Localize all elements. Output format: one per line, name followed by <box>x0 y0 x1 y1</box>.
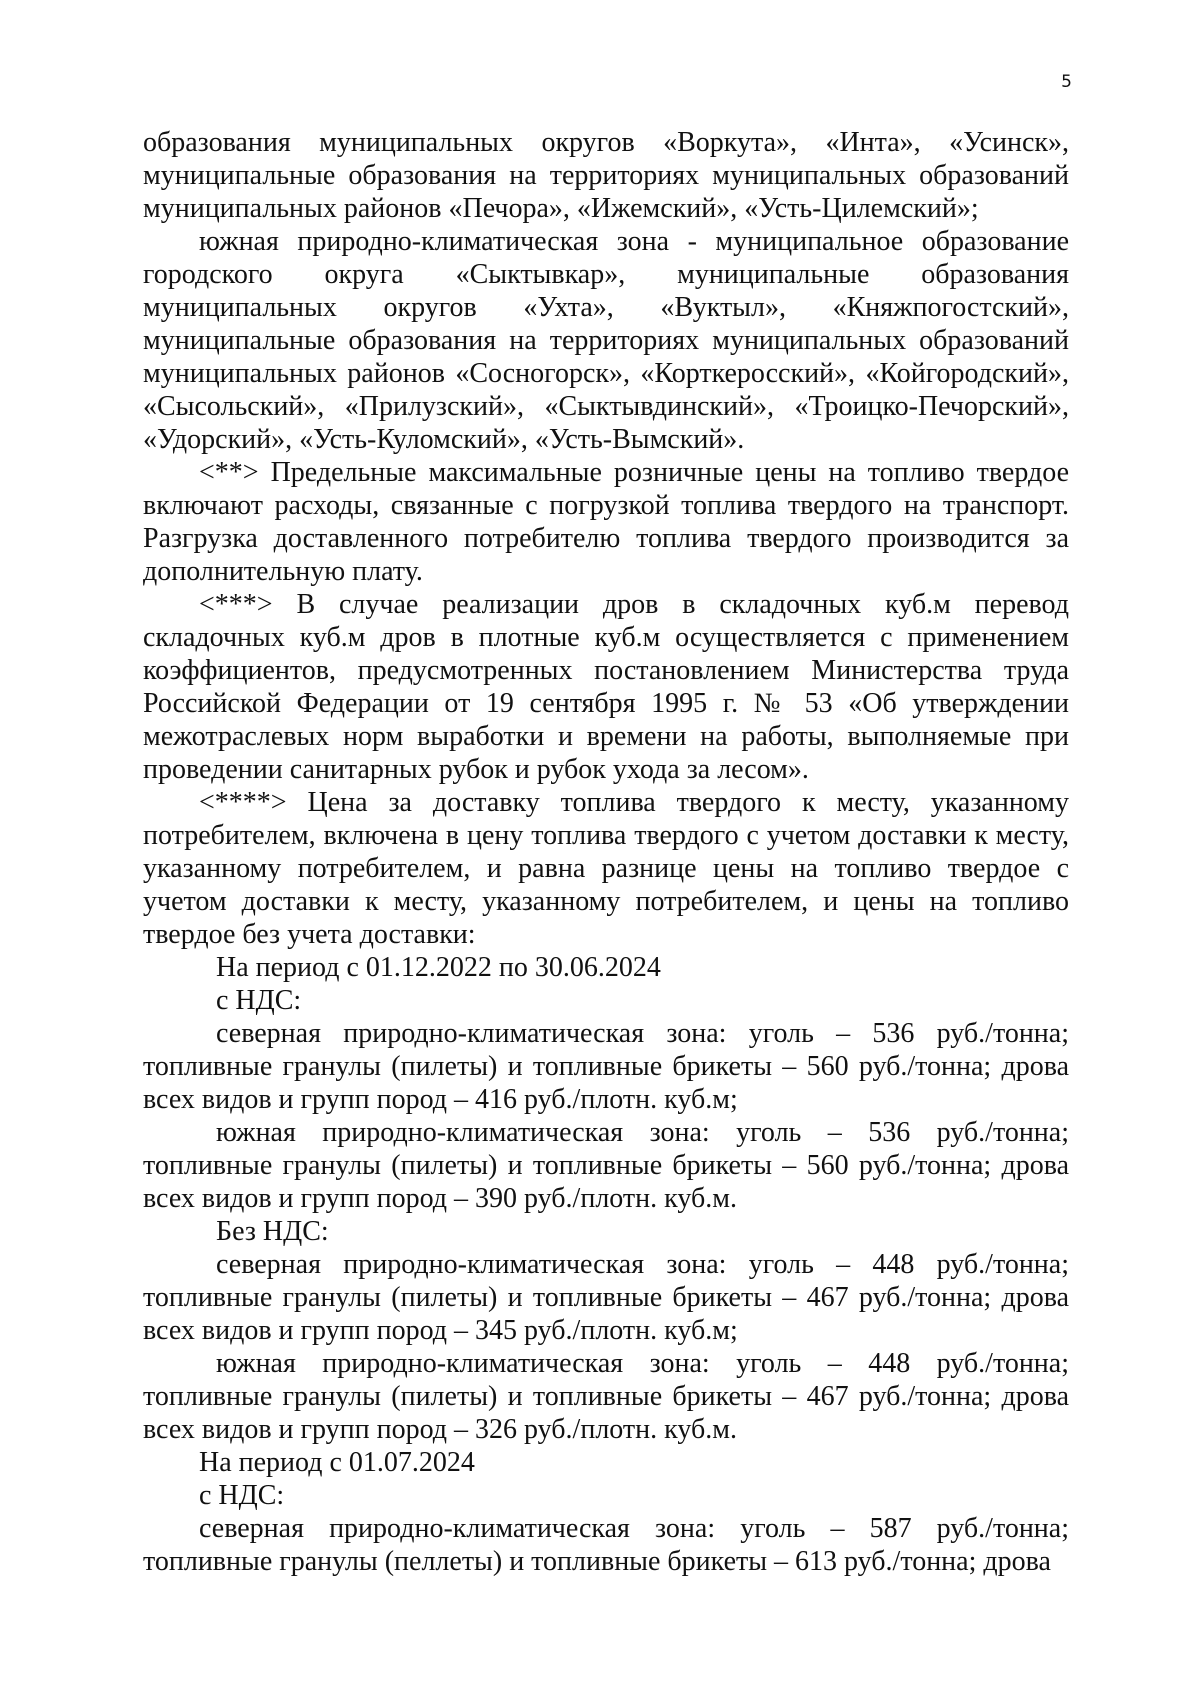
price-north-vat-1: северная природно-климатическая зона: уголь – 536 руб./тонна; топливные гранулы (пилеты) и топливные брикеты – 560 руб./тонна; дрова всех видов и групп пород – 416 руб./плотн. куб.м; <box>143 1018 1069 1115</box>
footnote-2: <**> Предельные максимальные розничные цены на топливо твердое включают расходы, связанные с погрузкой топлива твердого на транспорт. Разгрузка доставленного потребителю топлива твердого производится за дополнительную плату. <box>143 457 1069 587</box>
price-north-novat-1: северная природно-климатическая зона: уголь – 448 руб./тонна; топливные гранулы (пилеты) и топливные брикеты – 467 руб./тонна; дрова всех видов и групп пород – 345 руб./плотн. куб.м; <box>143 1249 1069 1346</box>
document-body <box>143 126 1069 1578</box>
paragraph-continuation: образования муниципальных округов «Воркута», «Инта», «Усинск», муниципальные образования на территориях муниципальных образований муниципальных районов «Печора», «Ижемский», «Усть-Цилемский»; <box>143 127 1069 224</box>
footnote-3: <***> В случае реализации дров в складочных куб.м перевод складочных куб.м дров в плотные куб.м осуществляется с применением коэффициентов, предусмотренных постановлением Министерства труда Российской Федерации от 19 сентября 1995 г. № 53 «Об утверждении межотраслевых норм выработки и времени на работы, выполняемые при проведении санитарных рубок и рубок ухода за лесом». <box>143 589 1069 785</box>
no-vat-heading-1: Без НДС: <box>216 1216 329 1247</box>
vat-heading-1: с НДС: <box>216 985 302 1016</box>
period-heading-1: На период с 01.12.2022 по 30.06.2024 <box>216 952 661 983</box>
page-number: 5 <box>1061 72 1072 92</box>
footnote-4: <****> Цена за доставку топлива твердого к месту, указанному потребителем, включена в цену топлива твердого с учетом доставки к месту, указанному потребителем, и равна разнице цены на топливо твердое с учетом доставки к месту, указанному потребителем, и цены на топливо твердое без учета доставки: <box>143 787 1069 950</box>
price-north-vat-2: северная природно-климатическая зона: уголь – 587 руб./тонна; топливные гранулы (пеллеты) и топливные брикеты – 613 руб./тонна; дрова <box>143 1513 1069 1577</box>
period-heading-2: На период с 01.07.2024 <box>199 1447 475 1478</box>
paragraph-south-zone: южная природно-климатическая зона - муниципальное образование городского округа «Сыктывкар», муниципальные образования муниципальных округов «Ухта», «Вуктыл», «Княжпогостский», муниципальные образования на территориях муниципальных образований муниципальных районов «Сосногорск», «Корткеросский», «Койгородский», «Сысольский», «Прилузский», «Сыктывдинский», «Троицко-Печорский», «Удорский», «Усть-Куломский», «Усть-Вымский». <box>143 226 1069 455</box>
vat-heading-2: с НДС: <box>199 1480 285 1511</box>
price-south-vat-1: южная природно-климатическая зона: уголь – 536 руб./тонна; топливные гранулы (пилеты) и топливные брикеты – 560 руб./тонна; дрова всех видов и групп пород – 390 руб./плотн. куб.м. <box>143 1117 1069 1214</box>
price-south-novat-1: южная природно-климатическая зона: уголь – 448 руб./тонна; топливные гранулы (пилеты) и топливные брикеты – 467 руб./тонна; дрова всех видов и групп пород – 326 руб./плотн. куб.м. <box>143 1348 1069 1445</box>
